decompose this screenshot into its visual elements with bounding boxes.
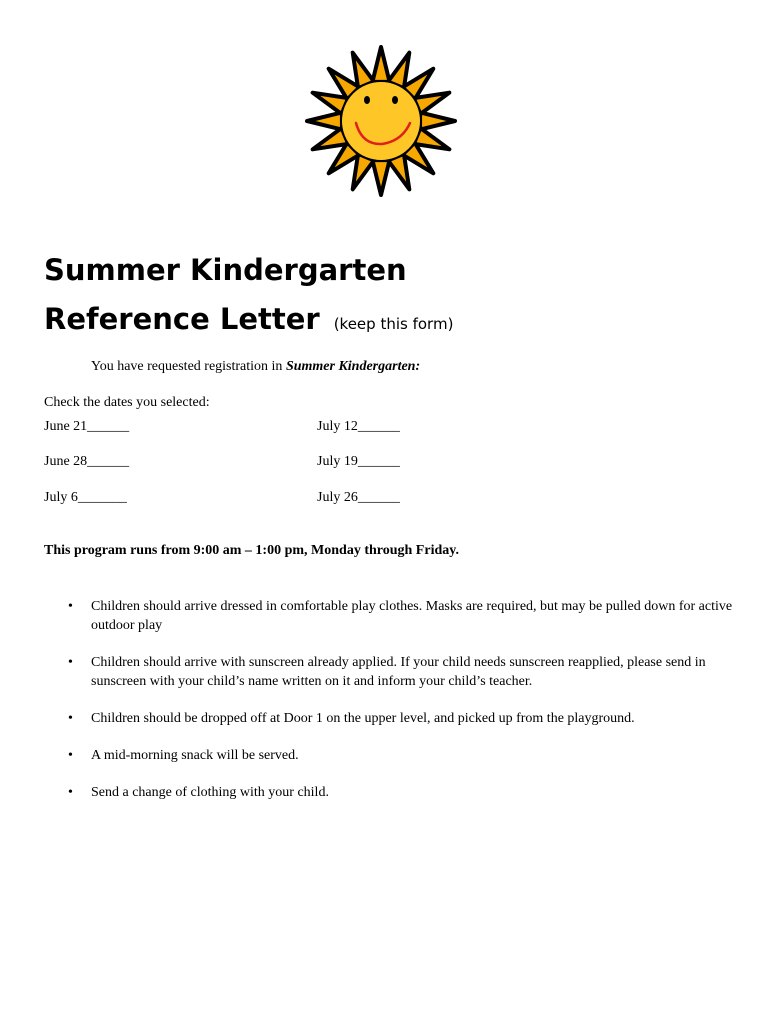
instructions-list <box>68 597 740 802</box>
document-title-line1: Summer Kindergarten <box>44 253 407 287</box>
bullet-icon: • <box>68 785 73 800</box>
list-item <box>68 597 740 635</box>
list-item <box>68 709 740 728</box>
list-item-text: Children should arrive dressed in comfortable play clothes. Masks are required, but may be pulled down for active outdoor play <box>91 599 733 633</box>
list-item <box>68 746 740 765</box>
list-item-text: Children should arrive with sunscreen already applied. If your child needs sunscreen reapplied, please send in sunscreen with your child’s name written on it and inform your child’s teacher. <box>91 655 706 689</box>
sun-ray <box>307 112 342 129</box>
date-june-28[interactable]: June 28______ <box>44 454 130 469</box>
smiling-sun-icon <box>300 45 462 197</box>
sun-ray <box>420 112 455 129</box>
program-hours: This program runs from 9:00 am – 1:00 pm, Monday through Friday. <box>44 543 459 558</box>
check-dates-label: Check the dates you selected: <box>44 395 210 410</box>
intro-program: Summer Kindergarten: <box>285 359 421 374</box>
keep-form-note: (keep this form) <box>333 315 454 333</box>
bullet-icon: • <box>68 655 73 670</box>
title-text: Reference Letter <box>44 302 320 336</box>
sun-ray <box>372 160 389 195</box>
list-item-text: A mid-morning snack will be served. <box>91 748 299 763</box>
date-july-12[interactable]: July 12______ <box>317 419 400 434</box>
bullet-icon: • <box>68 711 73 726</box>
list-item <box>68 653 740 691</box>
date-july-19[interactable]: July 19______ <box>317 454 400 469</box>
list-item-text: Send a change of clothing with your child. <box>91 785 329 800</box>
registration-intro <box>91 359 420 376</box>
date-july-26[interactable]: July 26______ <box>317 490 400 505</box>
list-item <box>68 783 740 802</box>
list-item-text: Children should be dropped off at Door 1 on the upper level, and picked up from the playground. <box>91 711 635 726</box>
date-july-6[interactable]: July 6_______ <box>44 490 127 505</box>
bullet-icon: • <box>68 748 73 763</box>
document-title-line2 <box>44 302 454 336</box>
sun-ray <box>372 47 389 82</box>
intro-text: You have requested registration in <box>91 359 286 374</box>
date-june-21[interactable]: June 21______ <box>44 419 130 434</box>
bullet-icon: • <box>68 599 73 614</box>
